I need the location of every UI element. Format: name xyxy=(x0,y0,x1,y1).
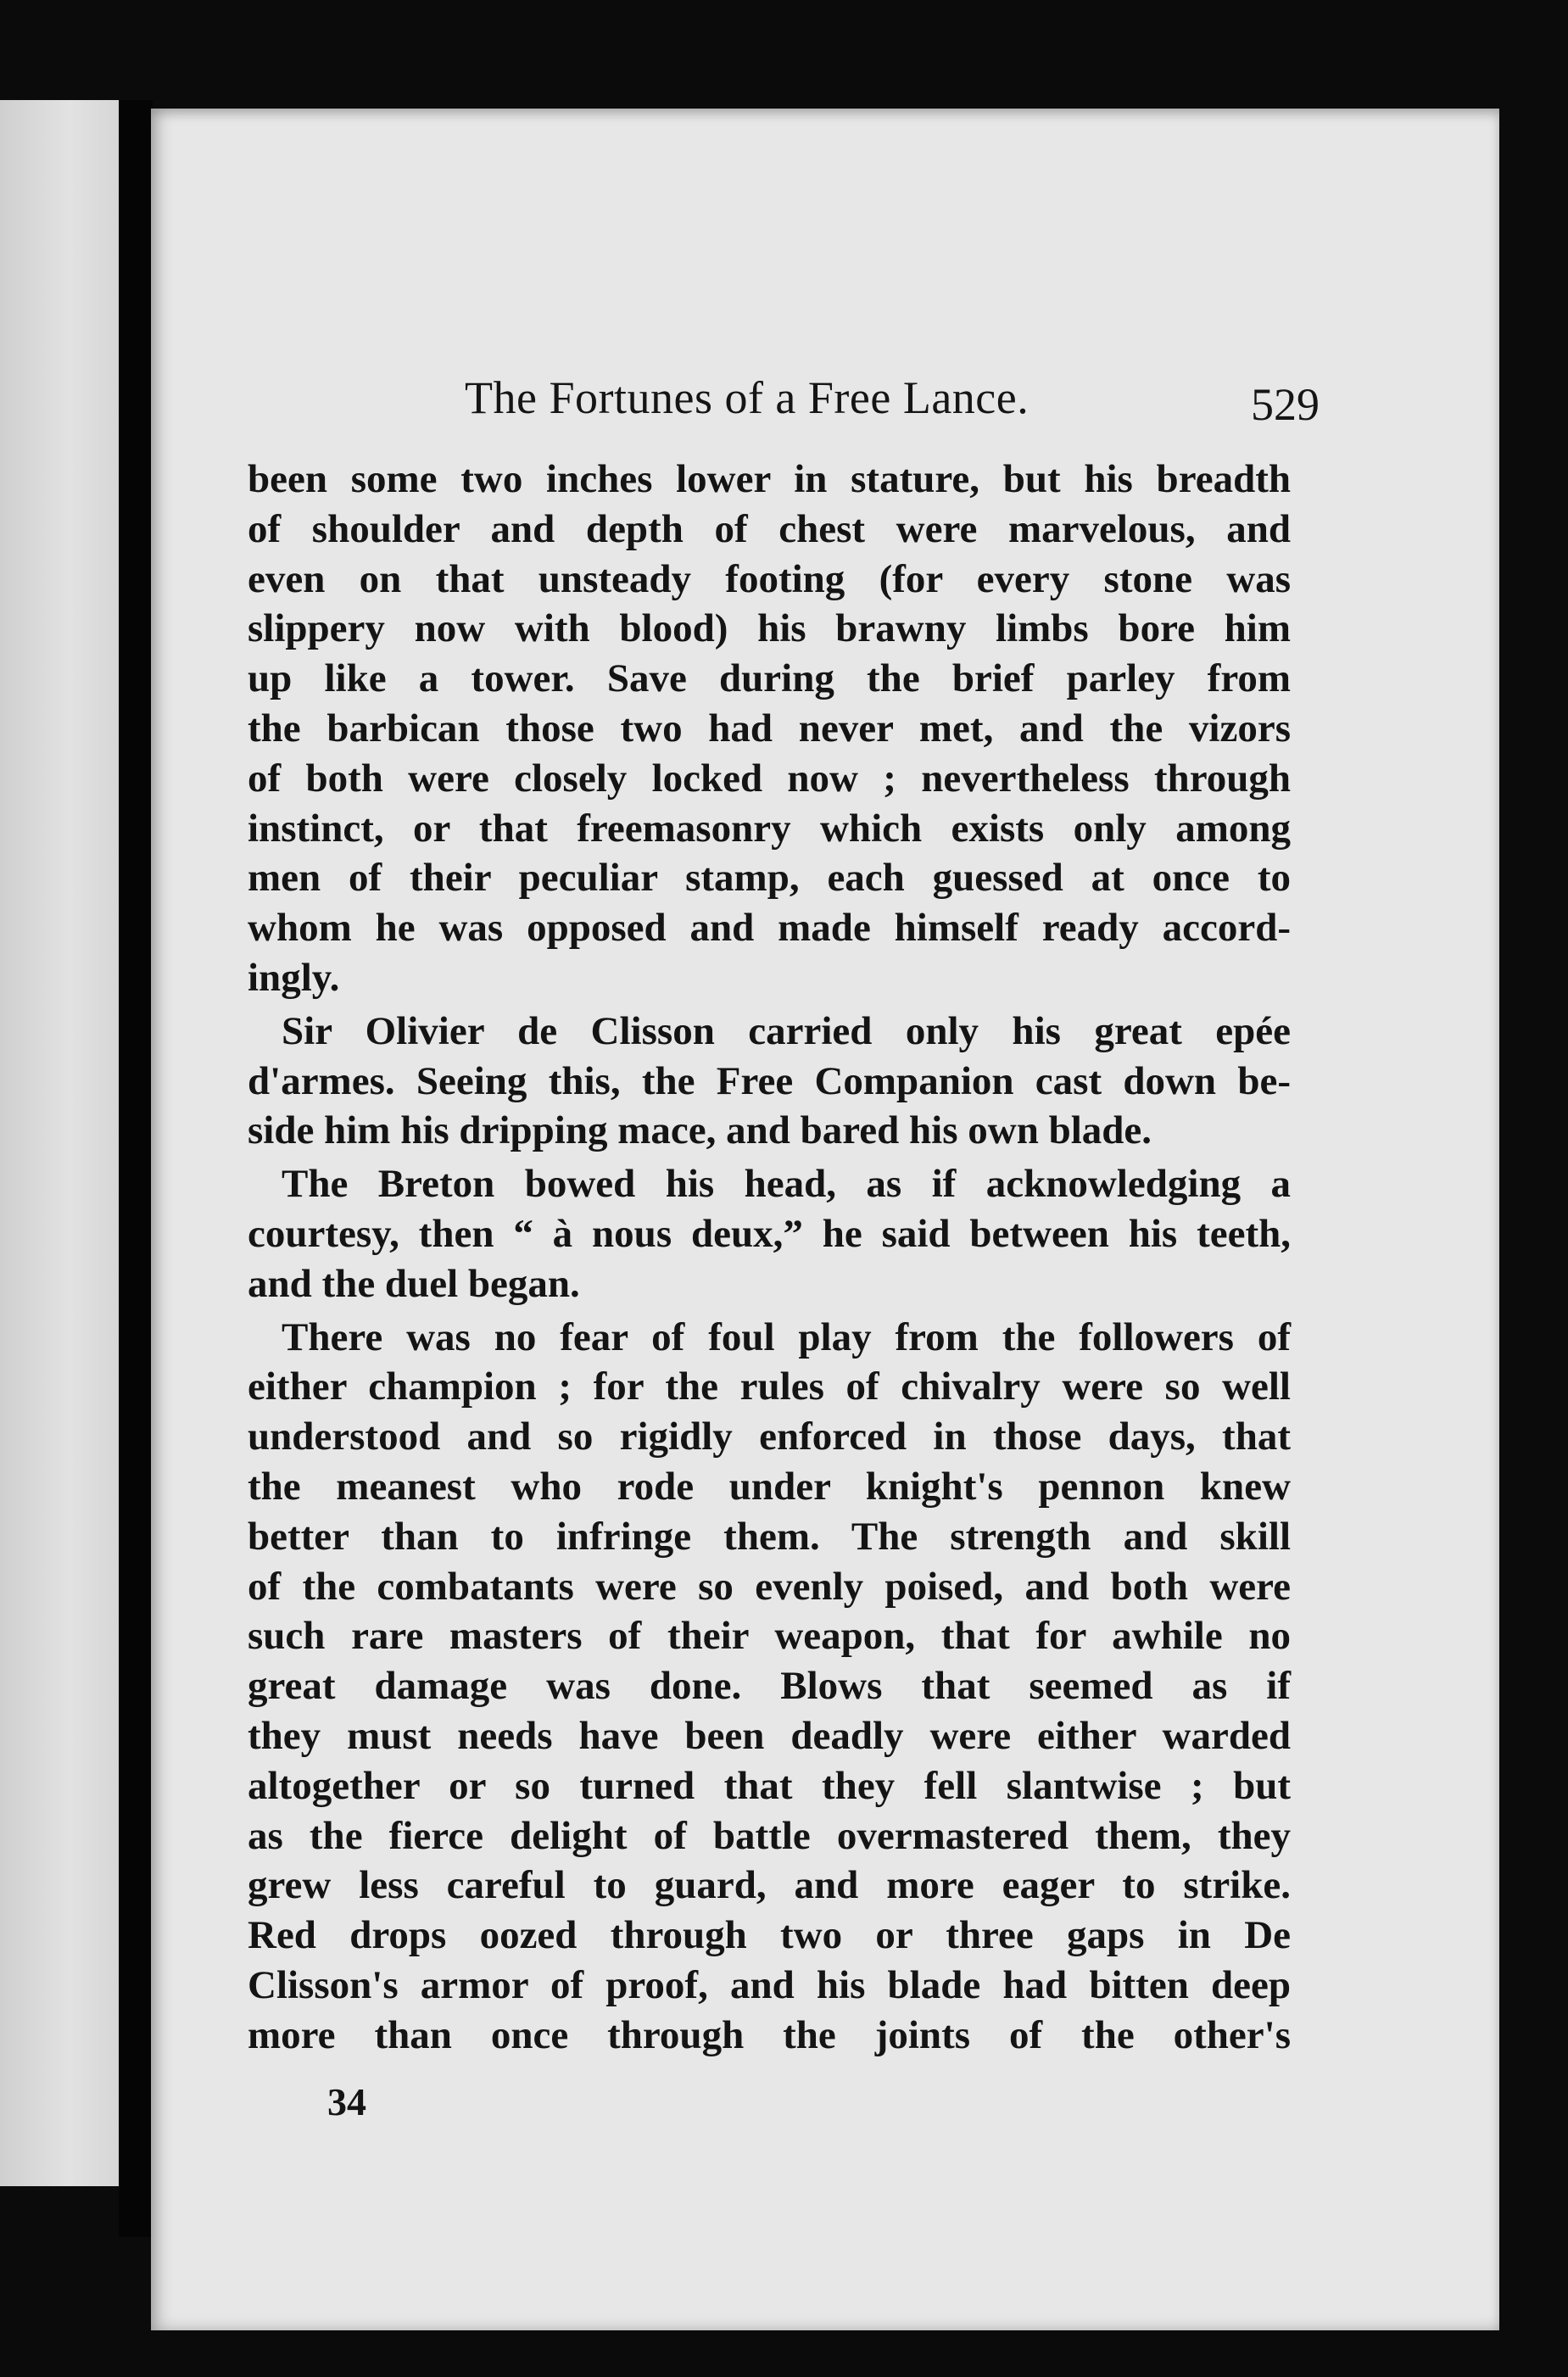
text-line: d'armes. Seeing this, the Free Companion cast down be- xyxy=(248,1058,1291,1103)
text-line: even on that unsteady footing (for every stone was xyxy=(248,556,1291,601)
paragraph-3 xyxy=(248,1159,1291,1308)
text-line: the barbican those two had never met, and the vizors xyxy=(248,706,1291,750)
text-line: Sir Olivier de Clisson carried only his great epée xyxy=(282,1008,1291,1053)
running-title: The Fortunes of a Free Lance. xyxy=(465,372,1030,423)
paragraph-1 xyxy=(248,455,1291,1003)
text-line: of shoulder and depth of chest were marvelous, and xyxy=(248,506,1291,551)
text-line: and the duel began. xyxy=(248,1261,580,1306)
text-line: up like a tower. Save during the brief parley from xyxy=(248,656,1291,701)
text-line: men of their peculiar stamp, each guessed at once to xyxy=(248,856,1291,901)
text-line: as the fierce delight of battle overmastered them, they xyxy=(248,1813,1291,1858)
text-line: such rare masters of their weapon, that for awhile no xyxy=(248,1614,1291,1659)
text-line: grew less careful to guard, and more eager to strike. xyxy=(248,1863,1291,1908)
gutter-shadow xyxy=(119,100,153,2237)
running-head xyxy=(302,371,1320,448)
text-line: of the combatants were so evenly poised, and both were xyxy=(248,1564,1291,1609)
text-line: been some two inches lower in stature, but his breadth xyxy=(248,457,1291,501)
text-line: either champion ; for the rules of chivalry were so well xyxy=(248,1364,1291,1409)
text-line: instinct, or that freemasonry which exists only among xyxy=(248,806,1291,851)
text-line: of both were closely locked now ; nevertheless through xyxy=(248,756,1291,801)
left-page-edge xyxy=(0,100,127,2186)
text-line: ingly. xyxy=(248,955,340,1000)
text-line: better than to infringe them. The strength and skill xyxy=(248,1514,1291,1559)
page-number: 529 xyxy=(1251,379,1320,430)
text-line: whom he was opposed and made himself ready accord- xyxy=(248,906,1291,951)
text-line: courtesy, then “ à nous deux,” he said between his teeth, xyxy=(248,1211,1291,1256)
text-line: The Breton bowed his head, as if acknowledging a xyxy=(282,1162,1291,1207)
paragraph-4 xyxy=(248,1313,1291,2061)
text-line: Red drops oozed through two or three gaps in De xyxy=(248,1913,1291,1958)
text-line: Clisson's armor of proof, and his blade had bitten deep xyxy=(248,1962,1291,2007)
text-line: they must needs have been deadly were either warded xyxy=(248,1713,1291,1758)
text-line: altogether or so turned that they fell slantwise ; but xyxy=(248,1763,1291,1808)
text-line: There was no fear of foul play from the followers of xyxy=(282,1314,1291,1359)
text-line: slippery now with blood) his brawny limbs bore him xyxy=(248,606,1291,651)
text-line: more than once through the joints of the other's xyxy=(248,2012,1291,2057)
text-line: understood and so rigidly enforced in those days, that xyxy=(248,1414,1291,1459)
paragraph-2 xyxy=(248,1007,1291,1156)
signature-mark: 34 xyxy=(327,2080,366,2123)
text-line: the meanest who rode under knight's pennon knew xyxy=(248,1464,1291,1509)
text-line: side him his dripping mace, and bared his own blade. xyxy=(248,1108,1152,1153)
body-text xyxy=(248,451,1291,2061)
text-line: great damage was done. Blows that seemed as if xyxy=(248,1664,1291,1709)
